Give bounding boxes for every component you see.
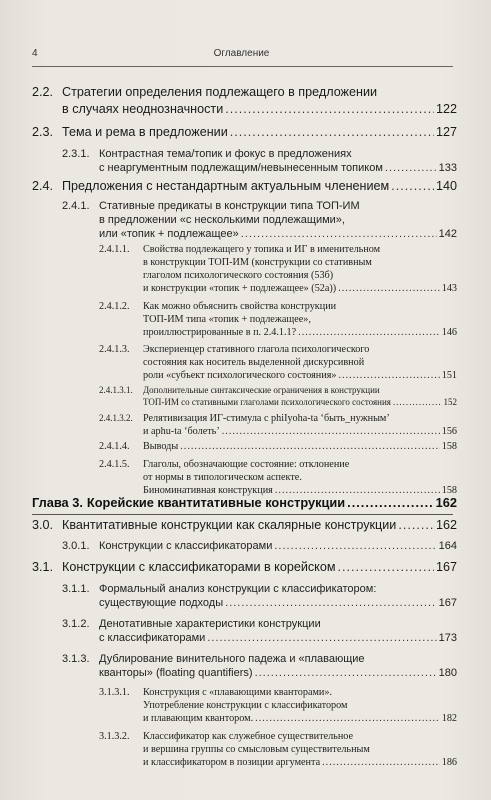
leader-dots [347,494,434,511]
toc-entry-title: Конструкции с классификаторами [99,540,273,552]
toc-entry-number: 2.3.1. [62,148,90,160]
chapter-number: Глава 3. [32,495,83,510]
toc-entry-title: в конструкции ТОП-ИМ (конструкции со стативным [143,257,372,268]
toc-entry-title: Предложения с нестандартным актуальным членением [62,179,390,193]
toc-entry-title: Классификатор как служебное существительное [143,731,354,742]
toc-page-number: 164 [438,540,457,552]
toc-entry-title: и вершина группы со смысловым существительным [143,744,370,755]
toc-entry-number: 3.1.3. [62,653,90,665]
leader-dots [398,517,434,534]
toc-chapter-3[interactable] [32,494,457,511]
toc-entry-title: и конструкции «топик + подлежащее» (52а)) [143,283,337,294]
toc-entry-title: Свойства подлежащего у топика и ИГ в именительном [143,244,381,255]
running-title: Оглавление [213,48,270,59]
leader-dots [225,101,434,118]
toc-entry-title: глаголом психологического состояния (53б) [143,270,334,281]
toc-entry-title: и aphu-ta ‘болеть’ [143,426,220,437]
leader-dots [241,227,437,241]
toc-entry-title: Экспериенцер стативного глагола психологического [143,344,370,355]
leader-dots [225,596,437,610]
toc-page-number: 133 [438,162,457,174]
toc-entry-title: существующие подходы [99,597,224,609]
toc-page-number: 158 [441,441,457,452]
toc-entry-number: 2.4.1.3. [99,344,130,355]
toc-entry-title: ТОП-ИМ типа «топик + подлежащее», [143,314,311,325]
leader-dots [222,425,440,438]
toc-page-number: 162 [435,518,457,532]
toc-entry-number: 2.2. [32,85,54,99]
toc-entry-title: роли «субъект психологического состояния» [143,370,337,381]
leader-dots [391,178,434,195]
chapter-rule [32,514,453,515]
toc-page-number: 146 [441,327,457,338]
leader-dots [255,712,440,725]
toc-entry-number: 2.4.1.3.2. [99,413,133,423]
toc-entry-title: кванторы» (floating quantifiers) [99,667,253,679]
toc-entry-number: 2.4.1.5. [99,459,130,470]
toc-entry-title: Релятивизация ИГ-стимула с phiIyoha-ta ‘быть_нужным’ [143,413,390,424]
toc-page-number: 158 [441,485,457,496]
toc-entry-title: Дублирование винительного падежа и «плавающие [99,653,365,665]
toc-entry-title: Формальный анализ конструкции с классификатором: [99,583,377,595]
toc-page-number: 173 [438,632,457,644]
leader-dots [207,631,436,645]
leader-dots [393,397,442,409]
toc-entry-title: Дополнительные синтаксические ограничения в конструкции [143,385,380,395]
toc-entry-number: 3.1.2. [62,618,90,630]
toc-page-number: 167 [435,560,457,574]
leader-dots [338,282,440,295]
leader-dots [255,666,437,680]
toc-entry-title: состояния как носитель выделенной дискурсивной [143,357,365,368]
toc-entry-title: в предложении «с несколькими подлежащими», [99,214,345,226]
toc-entry-title: Биноминативная конструкция [143,485,273,496]
toc-entry-title: Выводы [143,441,179,452]
toc-page-number: 122 [435,102,457,116]
toc-entry-title: с классификаторами [99,632,206,644]
leader-dots [230,124,434,141]
toc-page-number: 142 [438,228,457,240]
leader-dots [298,326,440,339]
toc-entry-number: 3.1. [32,560,54,574]
toc-page-number: 151 [441,370,457,381]
toc-page-number: 152 [443,396,457,407]
toc-entry-number: 2.4.1.3.1. [99,385,133,395]
toc-page-number: 156 [441,426,457,437]
toc-entry-title: Тема и рема в предложении [62,125,228,139]
toc-entry-title: Конструкции с классификаторами в корейском [62,560,336,574]
toc-page-number: 140 [435,179,457,193]
toc-entry-title: Конструкция с «плавающими кванторами». [143,687,333,698]
leader-dots [274,539,436,553]
toc-entry-title: Глаголы, обозначающие состояние: отклонение [143,459,350,470]
leader-dots [180,440,440,453]
toc-entry-title: ТОП-ИМ со стативными глаголами психологического состояния [143,396,391,407]
leader-dots [337,559,434,576]
toc-page-number: 143 [441,283,457,294]
toc-entry-number: 3.1.1. [62,583,90,595]
toc-entry-title: Употребление конструкции с классификатором [143,700,348,711]
page-number: 4 [32,48,38,59]
toc-entry-number: 3.1.3.2. [99,731,130,742]
toc-entry-title: Стативные предикаты в конструкции типа ТОП-ИМ [99,200,360,212]
toc-entry-number: 2.4.1. [62,200,90,212]
toc-entry-title: Как можно объяснить свойства конструкции [143,301,337,312]
toc-entry-title: и классификатором в позиции аргумента [143,757,321,768]
toc-page-number: 127 [435,125,457,139]
toc-entry-number: 2.4.1.1. [99,244,130,255]
toc-entry-number: 2.4.1.4. [99,441,130,452]
header-rule [32,66,453,67]
toc-page-number: 186 [441,757,457,768]
toc-entry-number: 3.0.1. [62,540,90,552]
chapter-title: Корейские квантитативные конструкции [86,495,346,510]
toc-entry-number: 2.3. [32,125,54,139]
toc-page-number: 162 [435,495,457,510]
toc-entry-number: 2.4. [32,179,54,193]
toc-entry-title: Квантитативные конструкции как скалярные конструкции [62,518,397,532]
toc-page-number: 167 [438,597,457,609]
toc-entry-number: 3.1.3.1. [99,687,130,698]
toc-entry-title: от нормы в типологическом аспекте. [143,472,302,483]
toc-entry-title: с неаргументным подлежащим/невынесенным топиком [99,162,383,174]
toc-entry-title: Контрастная тема/топик и фокус в предложениях [99,148,352,160]
toc-entry-title: в случаях неоднозначности [62,102,224,116]
toc-entry-title: Денотативные характеристики конструкции [99,618,321,630]
leader-dots [322,756,440,769]
toc-entry-number: 3.0. [32,518,54,532]
toc-page-number: 182 [441,713,457,724]
toc-entry-title: проиллюстрированные в п. 2.4.1.1? [143,327,297,338]
leader-dots [385,161,437,175]
toc-page-number: 180 [438,667,457,679]
toc-entry-title: и плавающим квантором. [143,713,254,724]
toc-entry-title: или «топик + подлежащее» [99,228,239,240]
toc-entry-number: 2.4.1.2. [99,301,130,312]
toc-entry-title: Стратегии определения подлежащего в предложении [62,85,378,99]
leader-dots [339,369,440,382]
